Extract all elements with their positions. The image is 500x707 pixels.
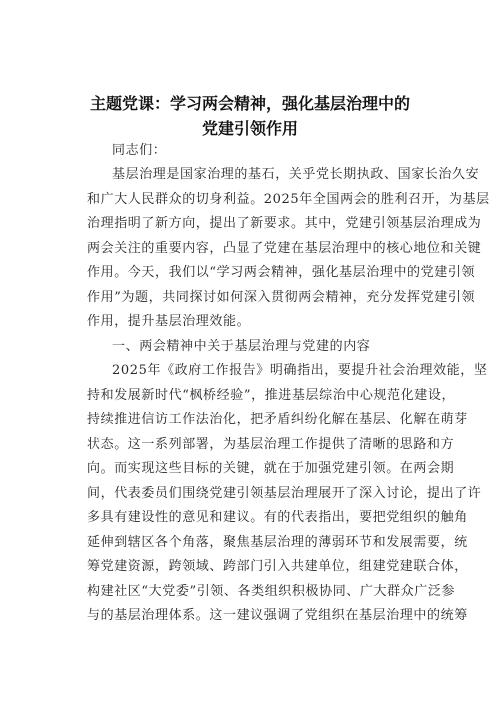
paragraph-line: 治理指明了新方向，提出了新要求。其中，党建引领基层治理成为 xyxy=(87,216,482,231)
paragraph-line: 与的基层治理体系。这一建议强调了党组织在基层治理中的统筹 xyxy=(87,608,468,623)
paragraph-line: 筹党建资源，跨领域、跨部门引入共建单位，组建党建联合体， xyxy=(87,559,468,574)
salutation: 同志们： xyxy=(112,143,167,158)
paragraph-line: 和广大人民群众的切身利益。2025年全国两会的胜利召开，为基层 xyxy=(87,192,490,207)
paragraph-line: 向。而实现这些目标的关键，就在于加强党建引领。在两会期 xyxy=(87,461,455,476)
title-line-1: 主题党课：学习两会精神，强化基层治理中的 xyxy=(89,94,410,113)
paragraph-line: 状态。这一系列部署，为基层治理工作提供了清晰的思路和方 xyxy=(87,437,455,452)
paragraph-line: 2025年《政府工作报告》明确指出，要提升社会治理效能，坚 xyxy=(112,363,488,378)
paragraph-line: 持和发展新时代“枫桥经验”，推进基层综治中心规范化建设， xyxy=(87,388,456,403)
paragraph-line: 作用，提升基层治理效能。 xyxy=(87,314,251,329)
title-line-2: 党建引领作用 xyxy=(201,119,298,138)
paragraph-line: 构建社区“大党委”引领、各类组织积极协同、广大群众广泛参 xyxy=(87,584,456,599)
paragraph-line: 两会关注的重要内容，凸显了党建在基层治理中的核心地位和关键 xyxy=(87,241,482,256)
paragraph-line: 延伸到辖区各个角落，聚焦基层治理的薄弱环节和发展需要，统 xyxy=(87,535,468,550)
paragraph-line: 多具有建设性的意见和建议。有的代表指出，要把党组织的触角 xyxy=(87,510,468,525)
paragraph-line: 作用”为题，共同探讨如何深入贯彻两会精神，充分发挥党建引领 xyxy=(87,290,476,305)
paragraph-line: 基层治理是国家治理的基石，关乎党长期执政、国家长治久安 xyxy=(112,167,480,182)
paragraph-line: 间，代表委员们围绕党建引领基层治理展开了深入讨论，提出了许 xyxy=(87,486,482,501)
section-heading: 一、两会精神中关于基层治理与党建的内容 xyxy=(112,339,371,354)
paragraph-line: 持续推进信访工作法治化，把矛盾纠纷化解在基层、化解在萌芽 xyxy=(87,412,468,427)
paragraph-line: 作用。今天，我们以“学习两会精神，强化基层治理中的党建引领 xyxy=(87,265,476,280)
